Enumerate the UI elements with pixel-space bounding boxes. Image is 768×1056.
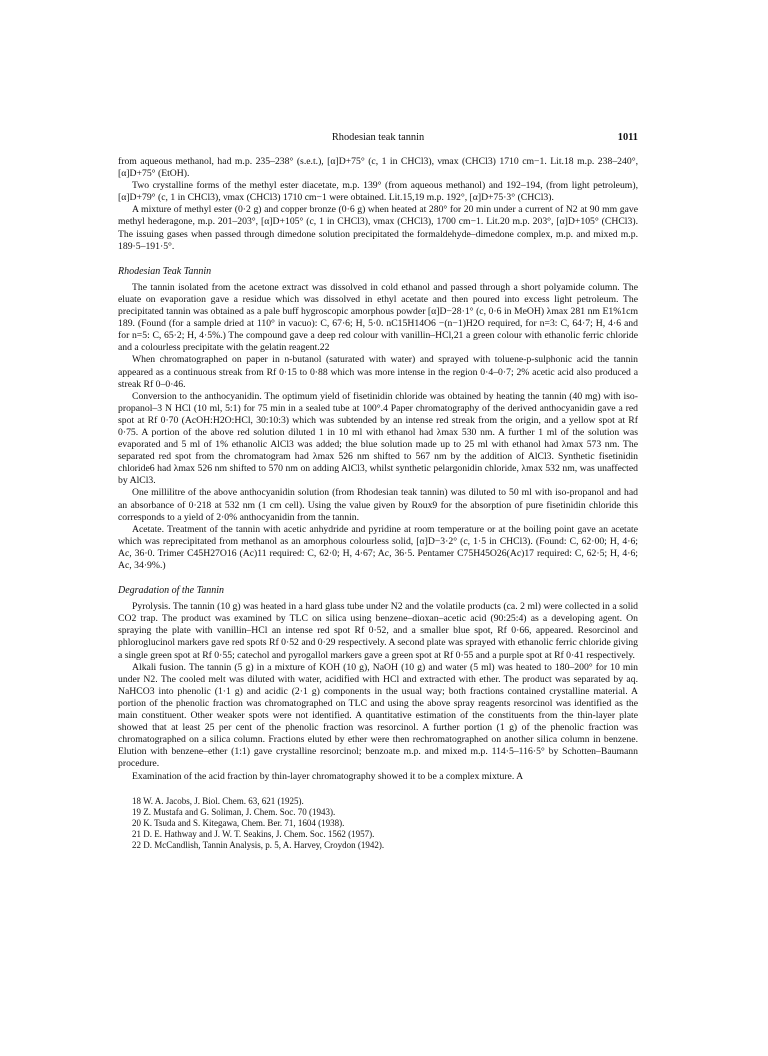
reference-item: 21 D. E. Hathway and J. W. T. Seakins, J. Chem. Soc. 1562 (1957). <box>132 829 375 840</box>
reference-item: 18 W. A. Jacobs, J. Biol. Chem. 63, 621 (1925). <box>132 795 304 806</box>
paragraph-teak-1: The tannin isolated from the acetone extract was dissolved in cold ethanol and passed through a short polyamide column. The eluate on evaporation gave a residue which was dissolved in ethyl acetate and then poured into excess light petroleum. The precipitated tannin was obtained as a pale buff hygroscopic amorphous powder [α]D−28·1° (c, 0·6 in MeOH) λmax 281 nm E1%1cm 189. (Found (for a sample dried at 110° in vacuo): C, 67·6; H, 5·0. nC15H14O6 −(n−1)H2O required, for n=3: C, 64·7; H, 4·6 and for n=5: C, 65·2; H, 4·5%.) The compound gave a deep red colour with vanillin–HCl,21 a green colour with ethanolic ferric chloride and a colourless precipitate with the gelatin reagent.22 <box>118 281 638 354</box>
reference-item: 22 D. McCandlish, Tannin Analysis, p. 5, A. Harvey, Croydon (1942). <box>132 840 385 851</box>
paragraph-intro-2: Two crystalline forms of the methyl ester diacetate, m.p. 139° (from aqueous methanol) and 192–194, (from light petroleum), [α]D+79° (c, 1 in CHCl3), νmax (CHCl3) 1710 cm−1 were obtained. Lit.15,19 m.p. 192°, [α]D+75·3° (CHCl3). <box>118 180 638 204</box>
section-heading-teak-tannin: Rhodesian Teak Tannin <box>118 265 212 277</box>
paragraph-teak-2: When chromatographed on paper in n-butanol (saturated with water) and sprayed with toluene-p-sulphonic acid the tannin appeared as a continuous streak from Rf 0·15 to 0·88 which was more intense in the region 0·4–0·7; 2% acetic acid also produced a streak Rf 0–0·46. <box>118 354 638 390</box>
reference-item: 20 K. Tsuda and S. Kitegawa, Chem. Ber. 71, 1604 (1938). <box>132 818 345 828</box>
running-head-title: Rhodesian teak tannin <box>331 132 425 143</box>
paragraph-teak-3: Conversion to the anthocyanidin. The optimum yield of fisetinidin chloride was obtained by heating the tannin (40 mg) with iso-propanol–3 N HCl (10 ml, 5:1) for 75 min in a sealed tube at 100°.4 Paper chromatography of the derived anthocyanidin gave a red spot at Rf 0·70 (AcOH:H2O:HCl, 30:10:3) which was subtended by an intense red streak from the origin, and a yellow spot at Rf 0·75. A portion of the above red solution diluted 1 in 10 ml with ethanol had λmax 530 nm. A further 1 ml of the solution was evaporated and 5 ml of 1% ethanolic AlCl3 was added; the blue solution made up to 25 ml with ethanol had λmax 573 nm. The separated red spot from the chromatogram had λmax 526 nm shifted to 567 nm by the addition of AlCl3. Synthetic fisetinidin chloride6 had λmax 526 nm shifted to 570 nm on adding AlCl3, whilst synthetic pelargonidin chloride, λmax 532 nm, was unaffected by AlCl3. <box>118 390 638 487</box>
page-number: 1011 <box>617 132 638 143</box>
reference-list <box>118 796 638 852</box>
section-heading-degradation: Degradation of the Tannin <box>118 585 225 597</box>
article-body <box>118 156 638 852</box>
reference-item: 19 Z. Mustafa and G. Soliman, J. Chem. Soc. 70 (1943). <box>132 806 336 817</box>
paragraph-degradation-1: Pyrolysis. The tannin (10 g) was heated in a hard glass tube under N2 and the volatile products (ca. 2 ml) were collected in a solid CO2 trap. The product was examined by TLC on silica using benzene–dioxan–acetic acid (90:25:4) as a developing agent. On spraying the plate with vanillin–HCl an intense red spot Rf 0·52, and a smaller blue spot, Rf 0·66, appeared. Resorcinol and phloroglucinol markers gave red spots Rf 0·52 and 0·29 respectively. A second plate was sprayed with ethanolic ferric chloride giving a single green spot at Rf 0·55; catechol and pyrogallol markers gave a green spot at Rf 0·55 and a purple spot at Rf 0·41 respectively. <box>118 601 638 661</box>
paragraph-intro-3: A mixture of methyl ester (0·2 g) and copper bronze (0·6 g) when heated at 280° for 20 min under a current of N2 at 90 mm gave methyl hederagone, m.p. 201–203°, [α]D+105° (c, 1 in CHCl3), νmax (CHCl3), 1700 cm−1. Lit.20 m.p. 203°, [α]D+105° (CHCl3). The issuing gases when passed through dimedone solution precipitated the formaldehyde–dimedone complex, m.p. and mixed m.p. 189·5–191·5°. <box>118 204 638 252</box>
paragraph-degradation-3: Examination of the acid fraction by thin-layer chromatography showed it to be a complex mixture. A <box>132 770 524 782</box>
paragraph-teak-5: Acetate. Treatment of the tannin with acetic anhydride and pyridine at room temperature or at the boiling point gave an acetate which was reprecipitated from methanol as an amorphous colourless solid, [α]D−3·2° (c, 1·5 in CHCl3). (Found: C, 62·00; H, 4·6; Ac, 36·0. Trimer C45H27O16 (Ac)11 required: C, 62·0; H, 4·67; Ac, 36·5. Pentamer C75H45O26(Ac)17 required: C, 62·5; H, 4·6; Ac, 34·9%.) <box>118 523 638 571</box>
paragraph-degradation-2: Alkali fusion. The tannin (5 g) in a mixture of KOH (10 g), NaOH (10 g) and water (5 ml) was heated to 180–200° for 10 min under N2. The cooled melt was diluted with water, acidified with HCl and extracted with ether. The product was separated by aq. NaHCO3 into phenolic (1·1 g) and acidic (2·1 g) components in the usual way; both fractions contained crystalline material. A portion of the phenolic fraction was chromatographed on TLC and using the above spray reagents resorcinol was identified as the main constituent. Other weaker spots were not identified. A quantitative estimation of the constituents from the thin-layer plate showed that at least 25 per cent of the phenolic fraction was resorcinol. A further portion (1 g) of the phenolic fraction was chromatographed on a silica column. Fractions eluted by ether were then rechromatographed on another silica column in benzene. Elution with benzene–ether (1:1) gave crystalline resorcinol; benzoate m.p. and mixed m.p. 114·5–116·5° by Schotten–Baumann procedure. <box>118 661 638 770</box>
paragraph-intro-1: from aqueous methanol, had m.p. 235–238° (s.e.t.), [α]D+75° (c, 1 in CHCl3), νmax (CHCl3) 1710 cm−1. Lit.18 m.p. 238–240°, [α]D+75° (EtOH). <box>118 156 638 180</box>
paragraph-teak-4: One millilitre of the above anthocyanidin solution (from Rhodesian teak tannin) was diluted to 50 ml with iso-propanol and had an absorbance of 0·218 at 532 nm (1 cm cell). Using the value given by Roux9 for the absorption of pure fisetinidin chloride this corresponds to a yield of 2·0% anthocyanidin from the tannin. <box>118 487 638 523</box>
running-head <box>118 132 638 146</box>
